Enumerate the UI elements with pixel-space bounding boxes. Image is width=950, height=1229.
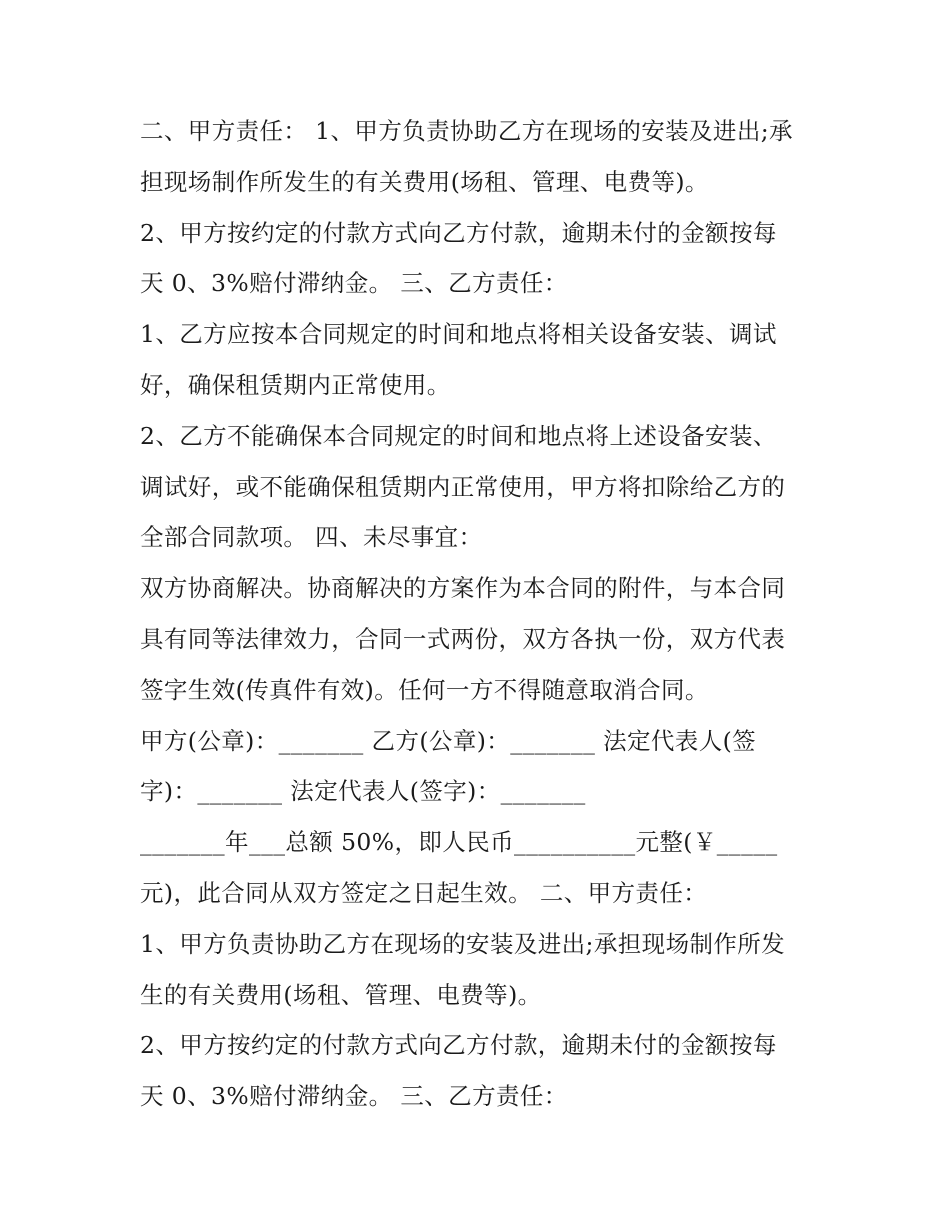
text-line: 2、甲方按约定的付款方式向乙方付款，逾期未付的金额按每 <box>140 218 777 247</box>
text-line: 具有同等法律效力，合同一式两份，双方各执一份，双方代表 <box>140 624 786 653</box>
text-line: 双方协商解决。协商解决的方案作为本合同的附件，与本合同 <box>140 574 786 603</box>
text-line: 天 0、3%赔付滞纳金。 三、乙方责任： <box>140 269 568 298</box>
text-line: 二、甲方责任： 1、甲方负责协助乙方在现场的安装及进出;承 <box>140 117 793 145</box>
text-line: 好，确保租赁期内正常使用。 <box>140 370 451 399</box>
text-line: 1、乙方应按本合同规定的时间和地点将相关设备安装、调试 <box>140 320 777 349</box>
text-line: 1、甲方负责协助乙方在现场的安装及进出;承担现场制作所发 <box>140 929 786 958</box>
text-line: 担现场制作所发生的有关费用(场租、管理、电费等)。 <box>140 167 709 196</box>
contract-text-body <box>140 106 820 1122</box>
text-line: 签字生效(传真件有效)。任何一方不得随意取消合同。 <box>140 675 709 704</box>
text-line: 天 0、3%赔付滞纳金。 三、乙方责任： <box>140 1082 568 1111</box>
text-line: 2、乙方不能确保本合同规定的时间和地点将上述设备安装、 <box>140 421 777 450</box>
text-line: 生的有关费用(场租、管理、电费等)。 <box>140 980 542 1009</box>
text-line: 2、甲方按约定的付款方式向乙方付款，逾期未付的金额按每 <box>140 1031 777 1060</box>
text-line: 元)，此合同从双方签定之日起生效。 二、甲方责任： <box>140 878 708 907</box>
payment-line: _______年___总额 50%，即人民币__________元整(￥_____ <box>140 828 778 857</box>
text-line: 调试好，或不能确保租赁期内正常使用，甲方将扣除给乙方的 <box>140 472 786 501</box>
signature-line: 字)：_______ 法定代表人(签字)：_______ <box>140 777 586 806</box>
text-line: 全部合同款项。 四、未尽事宜： <box>140 523 483 552</box>
signature-line: 甲方(公章)：_______ 乙方(公章)：_______ 法定代表人(签 <box>140 726 757 755</box>
